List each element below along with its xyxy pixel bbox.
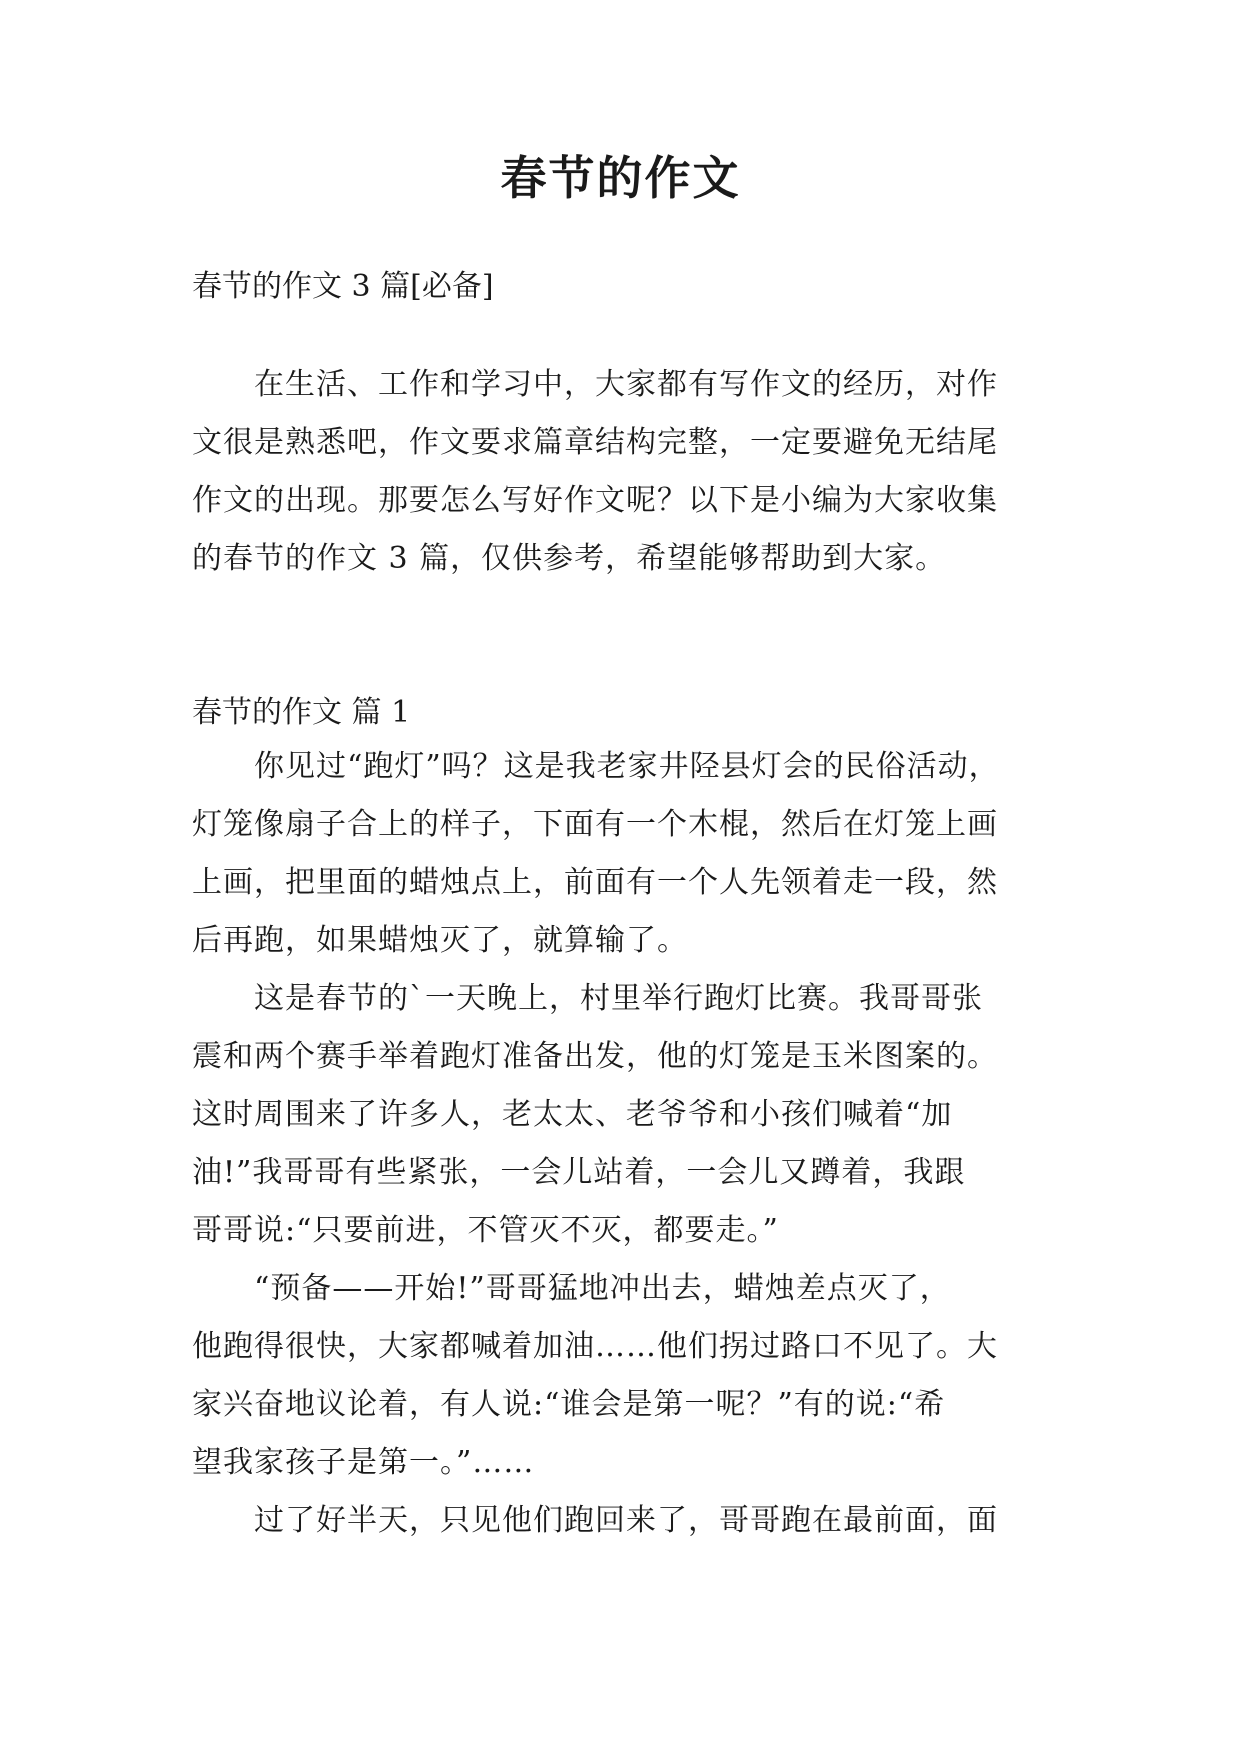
paragraph-1 xyxy=(192,738,1052,970)
text-line: 这是春节的`一天晚上，村里举行跑灯比赛。我哥哥张 xyxy=(192,981,983,1016)
paragraph-4 xyxy=(192,1492,1052,1550)
text-line: 后再跑，如果蜡烛灭了，就算输了。 xyxy=(192,923,688,958)
paragraph-3 xyxy=(192,1260,1052,1492)
paragraph-2 xyxy=(192,970,1052,1260)
text-line: 灯笼像扇子合上的样子，下面有一个木棍，然后在灯笼上画 xyxy=(192,807,998,842)
text-line: 文很是熟悉吧，作文要求篇章结构完整，一定要避免无结尾 xyxy=(192,425,998,460)
text-line: 过了好半天，只见他们跑回来了，哥哥跑在最前面，面 xyxy=(192,1503,998,1538)
text-line: 的春节的作文 3 篇，仅供参考，希望能够帮助到大家。 xyxy=(192,541,947,576)
text-line: 哥哥说:“只要前进，不管灭不灭，都要走。” xyxy=(192,1213,779,1248)
text-line: 望我家孩子是第一。”…… xyxy=(192,1445,535,1480)
text-line: 油!”我哥哥有些紧张，一会儿站着，一会儿又蹲着，我跟 xyxy=(192,1155,966,1190)
text-line: 震和两个赛手举着跑灯准备出发，他的灯笼是玉米图案的。 xyxy=(192,1039,998,1074)
text-line: “预备——开始!”哥哥猛地冲出去，蜡烛差点灭了， xyxy=(192,1271,951,1306)
page-title: 春节的作文 xyxy=(500,151,741,205)
text-line: 上画，把里面的蜡烛点上，前面有一个人先领着走一段，然 xyxy=(192,865,998,900)
text-line: 在生活、工作和学习中，大家都有写作文的经历，对作 xyxy=(192,367,998,402)
text-line: 你见过“跑灯”吗？这是我老家井陉县灯会的民俗活动， xyxy=(192,749,1000,784)
text-line: 他跑得很快，大家都喊着加油……他们拐过路口不见了。大 xyxy=(192,1329,998,1364)
text-line: 这时周围来了许多人，老太太、老爷爷和小孩们喊着“加 xyxy=(192,1097,953,1132)
intro-paragraph xyxy=(192,356,1052,588)
text-line: 作文的出现。那要怎么写好作文呢？以下是小编为大家收集 xyxy=(192,483,998,518)
document-subtitle: 春节的作文 3 篇[必备] xyxy=(192,269,494,304)
text-line: 家兴奋地议论着，有人说:“谁会是第一呢？”有的说:“希 xyxy=(192,1387,946,1422)
section-heading: 春节的作文 篇 1 xyxy=(192,695,411,730)
